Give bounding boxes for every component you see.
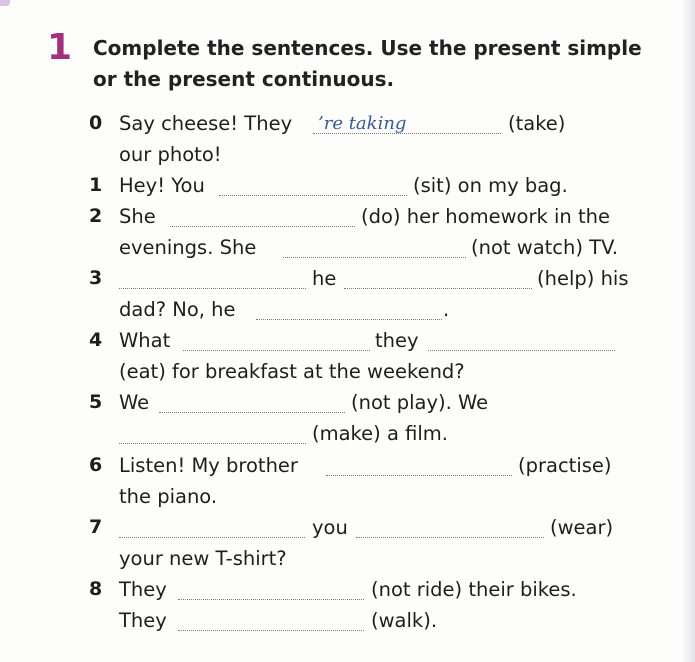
answer-blank[interactable] [119,536,305,538]
instruction-line-2: or the present continuous. [93,67,395,91]
answer-blank[interactable] [119,442,306,444]
example-answer: ’re taking [318,113,407,134]
item-text: (make) a film. [312,422,448,445]
answer-blank[interactable] [283,256,466,258]
item-text: They [119,578,167,601]
item-text: the piano. [119,485,218,508]
item-number: 8 [89,578,103,600]
item-text: evenings. She [119,236,257,259]
answer-blank[interactable] [178,598,364,600]
item-text: our photo! [119,143,222,166]
answer-blank[interactable] [344,287,532,289]
item-number: 4 [89,329,103,351]
answer-blank[interactable] [178,629,364,631]
answer-blank[interactable] [313,132,501,134]
item-text: (do) her homework in the [361,205,610,228]
item-text: (walk). [371,609,438,632]
verb-hint: (take) [508,112,566,135]
answer-blank[interactable] [219,194,407,196]
item-number: 7 [89,516,103,538]
item-number: 3 [89,267,103,289]
item-text: Say cheese! They [119,112,293,135]
item-text: he [312,267,337,290]
item-text: (not play). We [351,391,489,414]
answer-blank[interactable] [183,349,370,351]
item-text: They [119,609,167,632]
instruction-line-1: Complete the sentences. Use the present simple [93,36,642,60]
page-edge-shadow [681,0,695,662]
item-text: She [119,205,156,228]
answer-blank[interactable] [356,536,544,538]
verb-hint: (wear) [550,516,614,539]
item-number: 0 [89,112,103,134]
item-text: your new T-shirt? [119,547,287,570]
answer-blank[interactable] [326,474,512,476]
item-text: What [119,329,171,352]
item-text: We [119,391,150,414]
item-number: 1 [89,174,103,196]
corner-mark [0,0,10,6]
item-text: (help) his [537,267,629,290]
item-text: (sit) on my bag. [413,174,568,197]
answer-blank[interactable] [170,225,355,227]
item-number: 6 [89,454,103,476]
answer-blank[interactable] [428,349,615,351]
item-text: dad? No, he [119,298,236,321]
item-number: 5 [89,391,103,413]
exercise-instruction [93,33,653,95]
answer-blank[interactable] [119,287,306,289]
item-text: (not ride) their bikes. [371,578,577,601]
item-text: Listen! My brother [119,454,298,477]
item-text: they [375,329,419,352]
answer-blank[interactable] [256,318,442,320]
verb-hint: (practise) [518,454,612,477]
item-text: you [312,516,348,539]
exercise-number: 1 [47,27,73,68]
item-text: (eat) for breakfast at the weekend? [119,360,465,383]
item-text: . [443,298,450,321]
answer-blank[interactable] [159,411,345,413]
item-text: Hey! You [119,174,205,197]
item-number: 2 [89,205,103,227]
item-text: (not watch) TV. [471,236,619,259]
